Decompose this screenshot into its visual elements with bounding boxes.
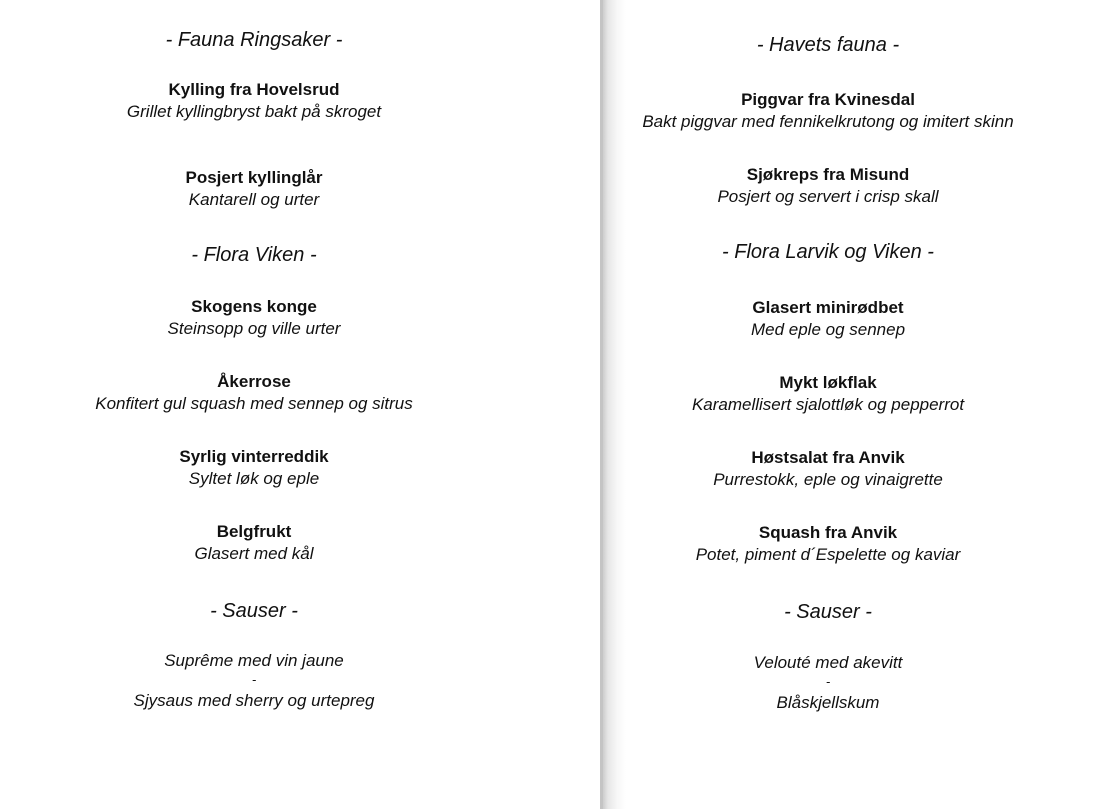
dish-description: Posjert og servert i crisp skall	[717, 187, 939, 206]
dish-description: Steinsopp og ville urter	[167, 319, 341, 338]
menu-item	[578, 372, 1078, 416]
menu-item	[0, 521, 508, 565]
section-heading-sauser: - Sauser -	[784, 601, 872, 623]
sauce-separator: -	[251, 672, 257, 687]
section-heading-fauna-ringsaker: - Fauna Ringsaker -	[165, 29, 343, 51]
dish-name: Sjøkreps fra Misund	[746, 165, 910, 184]
menu-item	[0, 371, 508, 415]
dish-name: Belgfrukt	[216, 522, 292, 541]
dish-description: Karamellisert sjalottløk og pepperrot	[691, 395, 965, 414]
dish-name: Posjert kyllinglår	[185, 168, 323, 187]
dish-name: Piggvar fra Kvinesdal	[741, 90, 915, 109]
dish-description: Glasert med kål	[194, 544, 314, 563]
dish-name: Kylling fra Hovelsrud	[168, 80, 340, 99]
dish-name: Åkerrose	[217, 372, 291, 391]
menu-item	[578, 89, 1078, 133]
dish-description: Bakt piggvar med fennikelkrutong og imitert skinn	[642, 112, 1014, 131]
sauce-item: Sjysaus med sherry og urtepreg	[133, 691, 375, 710]
section-heading-sauser: - Sauser -	[210, 600, 298, 622]
section-heading-flora-viken: - Flora Viken -	[191, 244, 317, 266]
dish-description: Syltet løk og eple	[188, 469, 320, 488]
dish-name: Høstsalat fra Anvik	[751, 448, 905, 467]
menu-item	[0, 446, 508, 490]
dish-description: Kantarell og urter	[188, 190, 320, 209]
dish-name: Glasert minirødbet	[752, 298, 904, 317]
menu-item	[578, 447, 1078, 491]
dish-description: Med eple og sennep	[750, 320, 906, 339]
menu-item	[578, 522, 1078, 566]
dish-description: Purrestokk, eple og vinaigrette	[713, 470, 943, 489]
sauce-item: Suprême med vin jaune	[164, 651, 344, 670]
dish-description: Grillet kyllingbryst bakt på skroget	[126, 102, 382, 121]
section-heading-flora-larvik-og-viken: - Flora Larvik og Viken -	[722, 241, 934, 263]
sauce-item: Blåskjellskum	[776, 693, 880, 712]
dish-name: Skogens konge	[191, 297, 317, 316]
dish-description: Potet, piment d´Espelette og kaviar	[695, 545, 961, 564]
dish-name: Syrlig vinterreddik	[179, 447, 329, 466]
menu-item	[578, 297, 1078, 341]
sauce-item: Velouté med akevitt	[753, 653, 903, 672]
section-heading-havets-fauna: - Havets fauna -	[756, 34, 900, 56]
menu-item	[0, 79, 508, 123]
sauce-separator: -	[825, 674, 831, 689]
dish-description: Konfitert gul squash med sennep og sitrus	[95, 394, 413, 413]
sauce-list	[578, 650, 1078, 716]
dish-name: Mykt løkflak	[779, 373, 877, 392]
sauce-list	[0, 648, 508, 714]
dish-name: Squash fra Anvik	[758, 523, 898, 542]
menu-item	[0, 167, 508, 211]
menu-item	[578, 164, 1078, 208]
menu-item	[0, 296, 508, 340]
